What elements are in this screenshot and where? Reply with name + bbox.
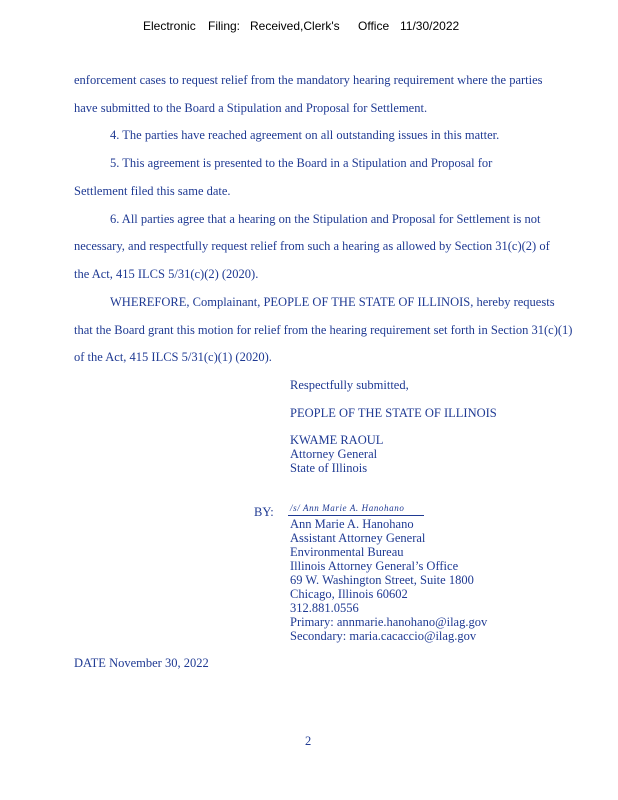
closing-respectfully: Respectfully submitted, (290, 378, 409, 392)
body-line: that the Board grant this motion for relief from the hearing requirement set forth in Section 31(c)(1) (74, 323, 573, 337)
signatory-line: 69 W. Washington Street, Suite 1800 (290, 573, 474, 587)
signatory-line: Environmental Bureau (290, 545, 404, 559)
electronic-signature: /s/ Ann Marie A. Hanohano (290, 503, 405, 513)
page-number: 2 (305, 734, 312, 748)
body-line: have submitted to the Board a Stipulation and Proposal for Settlement. (74, 101, 428, 115)
body-line: 6. All parties agree that a hearing on the Stipulation and Proposal for Settlement is not (110, 212, 541, 226)
body-line: 5. This agreement is presented to the Board in a Stipulation and Proposal for (110, 156, 493, 170)
body-line: WHEREFORE, Complainant, PEOPLE OF THE STATE OF ILLINOIS, hereby requests (110, 295, 555, 309)
header-electronic: Electronic (143, 19, 196, 33)
header-date: 11/30/2022 (400, 19, 460, 33)
body-line: 4. The parties have reached agreement on all outstanding issues in this matter. (110, 128, 500, 142)
body-line: of the Act, 415 ILCS 5/31(c)(1) (2020). (74, 350, 272, 364)
signatory-line: Illinois Attorney General’s Office (290, 559, 459, 573)
header-filing: Filing: (208, 19, 241, 33)
attorney-general-block (290, 433, 383, 475)
signatory-line: Chicago, Illinois 60602 (290, 587, 408, 601)
body-line: the Act, 415 ILCS 5/31(c)(2) (2020). (74, 267, 259, 281)
signatory-line: 312.881.0556 (290, 601, 359, 615)
ag-state: State of Illinois (290, 461, 368, 475)
body-line: enforcement cases to request relief from the mandatory hearing requirement where the parties (74, 73, 543, 87)
signatory-line: Primary: annmarie.hanohano@ilag.gov (290, 615, 488, 629)
by-label: BY: (254, 505, 274, 519)
signatory-line: Ann Marie A. Hanohano (290, 517, 414, 531)
body-line: Settlement filed this same date. (74, 184, 231, 198)
date-line: DATE November 30, 2022 (74, 656, 209, 670)
ag-title: Attorney General (290, 447, 378, 461)
header-office: Office (358, 19, 390, 33)
signatory-line: Assistant Attorney General (290, 531, 426, 545)
signatory-line: Secondary: maria.cacaccio@ilag.gov (290, 629, 477, 643)
signatory-block (290, 517, 487, 643)
ag-name: KWAME RAOUL (290, 433, 384, 447)
closing-party: PEOPLE OF THE STATE OF ILLINOIS (290, 406, 497, 420)
body-line: necessary, and respectfully request relief from such a hearing as allowed by Section 31(c)(2) of (74, 239, 550, 253)
header-received: Received,Clerk's (250, 19, 340, 33)
